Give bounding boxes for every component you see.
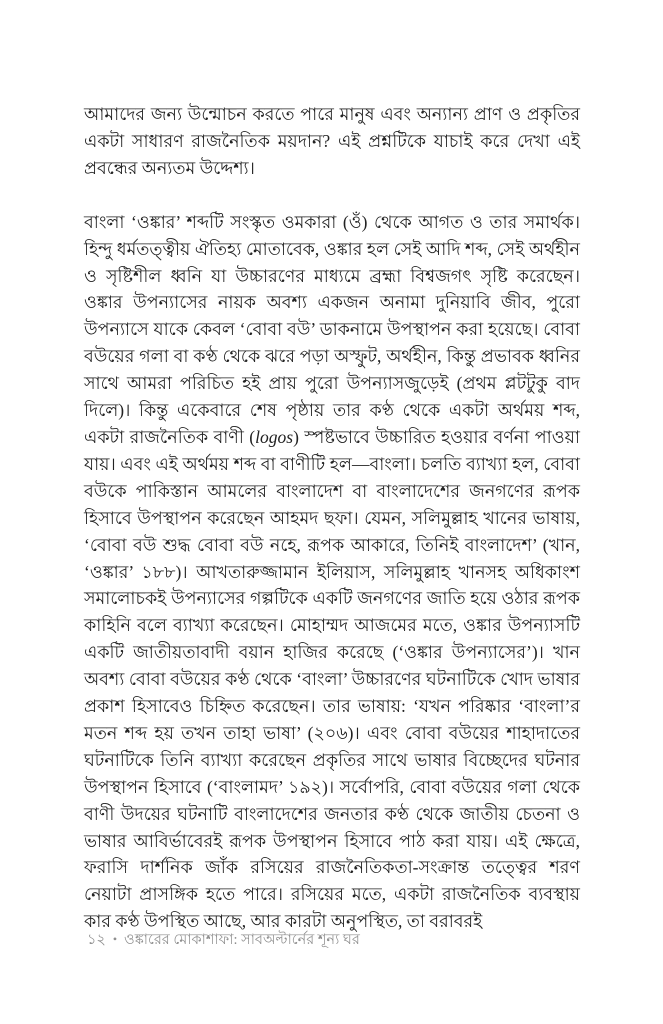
page-footer: [87, 928, 360, 951]
italic-text-segment: logos: [255, 426, 294, 447]
running-title: ওঙ্কারের মোকাশাফা: সাবঅল্টার্নের শূন্য ঘর: [124, 932, 360, 948]
bullet-separator-icon: •: [112, 932, 118, 946]
page-number: ১২: [87, 932, 106, 948]
paragraph: [84, 209, 580, 935]
text-segment: বাংলা ‘ওঙ্কার’ শব্দটি সংস্কৃত ওমকারা (ওঁ) থেকে আগত ও তার সমার্থক। হিন্দু ধর্মতত্ত্বীয় ঐতিহ্য মোতাবেক, ওঙ্কার হল সেই আদি শব্দ, সেই অর্থহীন ও সৃষ্টিশীল ধ্বনি যা উচ্চারণের মাধ্যমে ব্রহ্মা বিশ্বজগৎ সৃষ্টি করেছেন। ওঙ্কার উপন্যাসের নায়ক অবশ্য একজন অনামা দুনিয়াবি জীব, পুরো উপন্যাসে যাকে কেবল ‘বোবা বউ’ ডাকনামে উপস্থাপন করা হয়েছে। বোবা বউয়ের গলা বা কণ্ঠ থেকে ঝরে পড়া অস্ফুট, অর্থহীন, কিন্তু প্রভাবক ধ্বনির সাথে আমরা পরিচিত হই প্রায় পুরো উপন্যাসজুড়েই (প্রথম প্লটটুকু বাদ দিলে)। কিন্তু একেবারে শেষ পৃষ্ঠায় তার কণ্ঠ থেকে একটা অর্থময় শব্দ, একটা রাজনৈতিক বাণী (: [84, 211, 580, 447]
page-body-text: [84, 101, 580, 935]
text-segment: ) স্পষ্টভাবে উচ্চারিত হওয়ার বর্ণনা পাওয়া যায়। এবং এই অর্থময় শব্দ বা বাণীটি হল—বাংলা। চলতি ব্যাখ্যা হল, বোবা বউকে পাকিস্তান আমলের বাংলাদেশ বা বাংলাদেশের জনগণের রূপক হিসাবে উপস্থাপন করেছেন আহমদ ছফা। যেমন, সলিমুল্লাহ খানের ভাষায়, ‘বোবা বউ শুদ্ধ বোবা বউ নহে, রূপক আকারে, তিনিই বাংলাদেশ’ (খান, ‘ওঙ্কার’ ১৮৮)। আখতারুজ্জামান ইলিয়াস, সলিমুল্লাহ খানসহ অধিকাংশ সমালোচকই উপন্যাসের গল্পটিকে একটি জনগণের জাতি হয়ে ওঠার রূপক কাহিনি বলে ব্যাখ্যা করেছেন। মোহাম্মদ আজমের মতে, ওঙ্কার উপন্যাসটি একটি জাতীয়তাবাদী বয়ান হাজির করেছে (‘ওঙ্কার উপন্যাসের’)। খান অবশ্য বোবা বউয়ের কণ্ঠ থেকে ‘বাংলা’ উচ্চারণের ঘটনাটিকে খোদ ভাষার প্রকাশ হিসাবেও চিহ্নিত করেছেন। তার ভাষায়: ‘যখন পরিষ্কার ‘বাংলা’র মতন শব্দ হয় তখন তাহা ভাষা’ (২০৬)। এবং বোবা বউয়ের শাহাদাতের ঘটনাটিকে তিনি ব্যাখ্যা করেছেন প্রকৃতির সাথে ভাষার বিচ্ছেদের ঘটনার উপস্থাপন হিসাবে (‘বাংলামদ’ ১৯২)। সর্বোপরি, বোবা বউয়ের গলা থেকে বাণী উদয়ের ঘটনাটি বাংলাদেশের জনতার কণ্ঠ থেকে জাতীয় চেতনা ও ভাষার আবির্ভাবেরই রূপক উপস্থাপন হিসাবে পাঠ করা যায়। এই ক্ষেত্রে, ফরাসি দার্শনিক জাঁক রসিয়ের রাজনৈতিকতা-সংক্রান্ত তত্ত্বের শরণ নেয়াটা প্রাসঙ্গিক হতে পারে। রসিয়ের মতে, একটা রাজনৈতিক ব্যবস্থায় কার কণ্ঠ উপস্থিত আছে, আর কারটা অনুপস্থিত, তা বরাবরই: [84, 426, 581, 932]
text-segment: আমাদের জন্য উন্মোচন করতে পারে মানুষ এবং অন্যান্য প্রাণ ও প্রকৃতির একটা সাধারণ রাজনৈতিক ময়দান? এই প্রশ্নটিকে যাচাই করে দেখা এই প্রবন্ধের অন্যতম উদ্দেশ্য।: [84, 104, 580, 178]
paragraph: [84, 101, 580, 182]
